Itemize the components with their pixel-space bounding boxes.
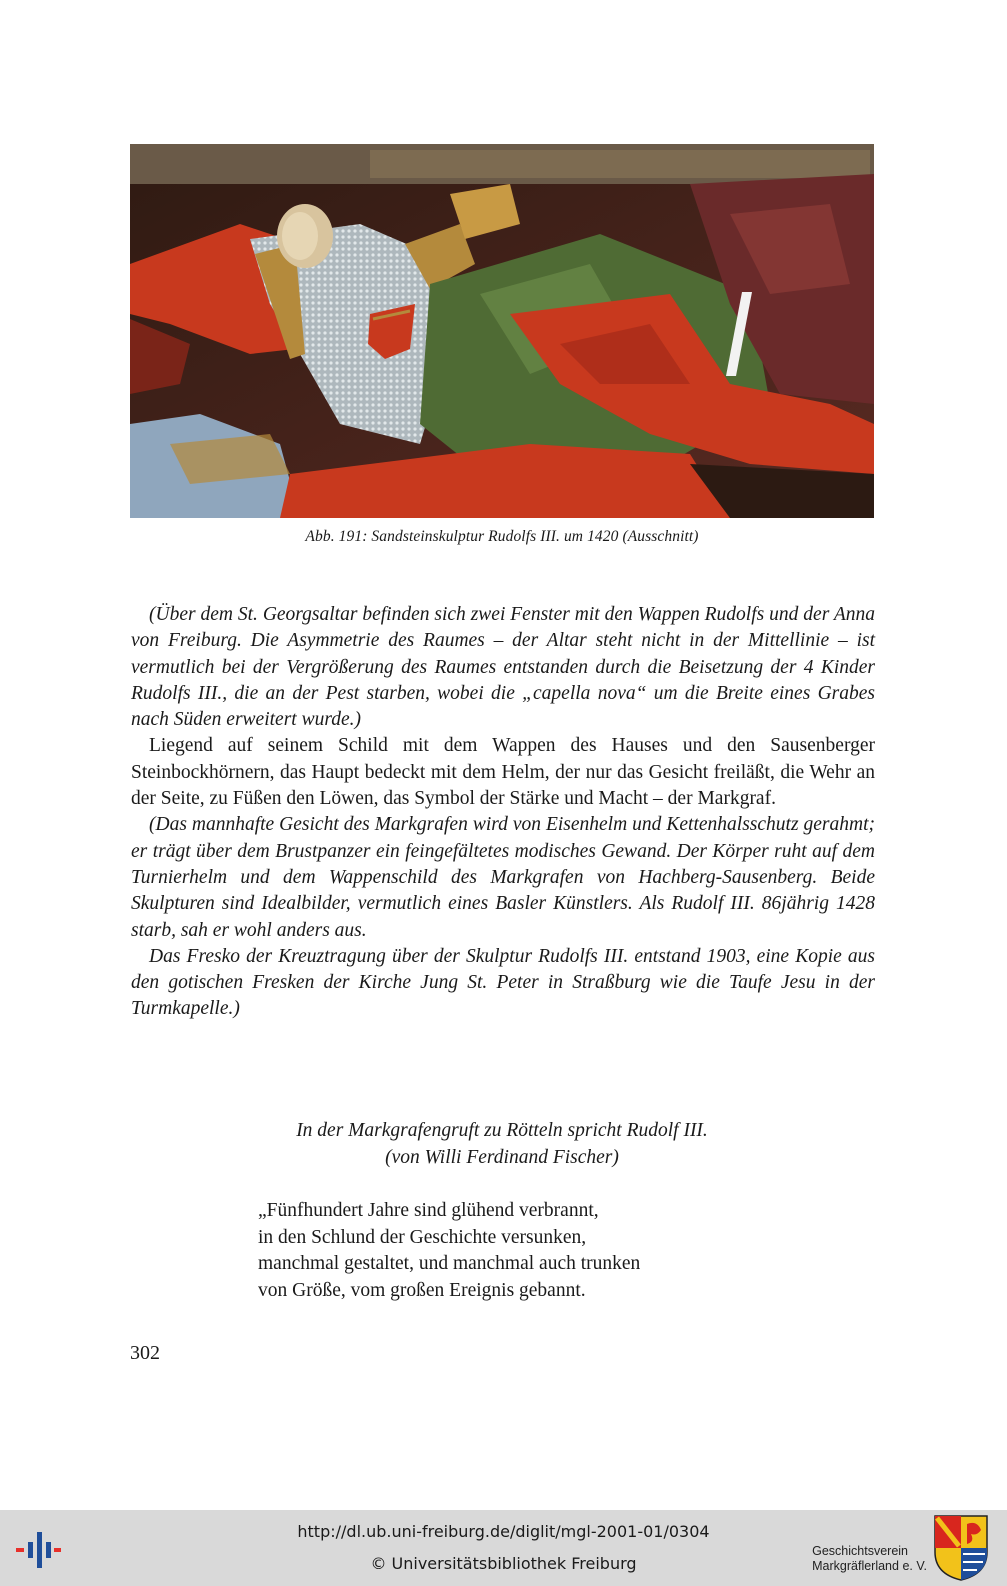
poem-line: „Fünfhundert Jahre sind glühend verbrannt, <box>258 1200 599 1221</box>
poem-line: in den Schlund der Geschichte versunken, <box>258 1226 587 1248</box>
poem-line: von Größe, vom großen Ereignis gebannt. <box>258 1279 586 1301</box>
paragraph-margrave: Liegend auf seinem Schild mit dem Wappen des Hauses und den Sausenberger Steinbockhörnern, das Haupt bedeckt mit dem Helm, der nur das Gesicht freiläßt, die Wehr an der Seite, zu Füßen den Löwen, das Symbol der Stärke und Macht – der Markgraf. <box>131 735 875 810</box>
society-name-line1: Geschichtsverein <box>812 1544 908 1558</box>
society-name-line2: Markgräflerland e. V. <box>812 1559 927 1573</box>
poem-heading <box>130 1118 874 1171</box>
paragraph-altar-note: (Über dem St. Georgsaltar befinden sich zwei Fenster mit den Wappen Rudolfs und der Anna von Freiburg. Die Asymmetrie des Raumes – der Altar steht nicht in der Mittellinie – ist vermutlich bei der Vergrößerung des Raumes entstanden durch die Beisetzung der 4 Kinder Rudolfs III., die an der Pest starben, wobei die „capella nova“ um die Breite eines Grabes nach Süden erweitert wurde.) <box>131 604 875 731</box>
page-number: 302 <box>130 1342 160 1364</box>
figure-caption: Abb. 191: Sandsteinskulptur Rudolfs III. um 1420 (Ausschnitt) <box>305 528 699 545</box>
society-crest-icon <box>933 1514 989 1582</box>
footer-url-link[interactable]: http://dl.ub.uni-freiburg.de/diglit/mgl-2001-01/0304 <box>297 1522 710 1541</box>
paragraph-fresco-note: Das Fresko der Kreuztragung über der Skulptur Rudolfs III. entstand 1903, eine Kopie aus den gotischen Fresken der Kirche Jung St. Peter in Straßburg wie die Taufe Jesu in der Turmkapelle.) <box>131 945 875 1020</box>
poem-author: (von Willi Ferdinand Fischer) <box>385 1146 619 1168</box>
society-name <box>812 1544 927 1574</box>
poem <box>258 1198 818 1304</box>
paragraph-sculpture-note: (Das mannhafte Gesicht des Markgrafen wird von Eisenhelm und Kettenhalsschutz gerahmt; er trägt über dem Brustpanzer ein feingefältetes modisches Gewand. Der Körper ruht auf dem Turnierhelm und dem Wappenschild des Markgrafen von Hachberg-Sausenberg. Beide Skulpturen sind Idealbilder, vermutlich eines Basler Künstlers. Als Rudolf III. 86jährig 1428 starb, sah er wohl anders aus. <box>131 814 875 941</box>
poem-title: In der Markgrafengruft zu Rötteln spricht Rudolf III. <box>296 1120 708 1141</box>
footer-bar <box>0 1510 1007 1586</box>
poem-line: manchmal gestaltet, und manchmal auch trunken <box>258 1253 641 1274</box>
main-text <box>131 602 875 1023</box>
sculpture-photo <box>130 144 874 518</box>
footer-copyright: © Universitätsbibliothek Freiburg <box>370 1554 637 1573</box>
sculpture-illustration <box>130 144 874 518</box>
